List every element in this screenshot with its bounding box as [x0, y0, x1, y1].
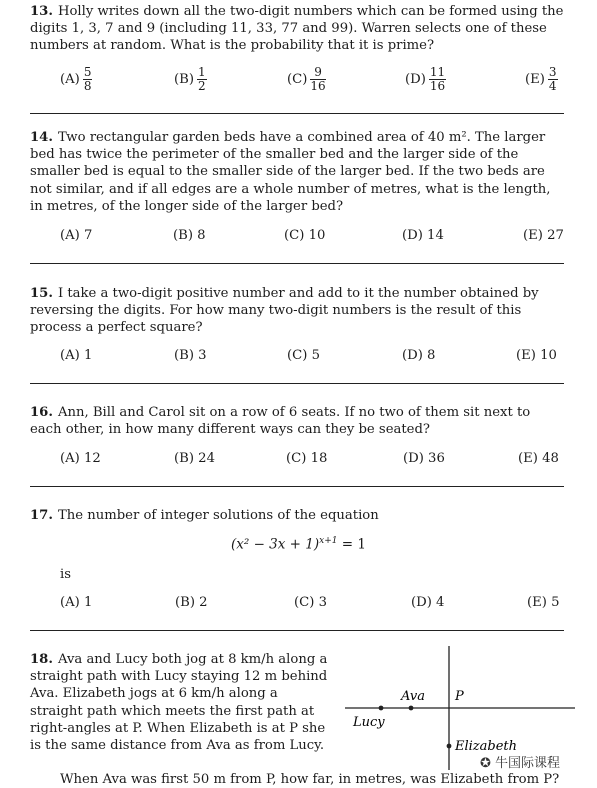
- numerator: 1: [197, 65, 206, 79]
- fraction: [310, 66, 325, 93]
- divider: [30, 630, 564, 631]
- option-a: (A) 7: [60, 228, 93, 243]
- equation-rhs: = 1: [341, 536, 366, 553]
- option-a: (A) 12: [60, 451, 101, 466]
- equation-base: (x² − 3x + 1): [231, 536, 320, 553]
- option-b: [174, 66, 207, 93]
- fraction: [548, 66, 558, 93]
- lucy-point: [379, 706, 384, 711]
- option-e: (E) 10: [516, 348, 557, 363]
- denominator: 2: [197, 79, 206, 93]
- option-d: (D) 14: [402, 228, 444, 243]
- option-c: (C) 5: [287, 348, 320, 363]
- q17-after: is: [60, 567, 71, 582]
- option-e: (E) 27: [523, 228, 564, 243]
- option-b: (B) 3: [174, 348, 207, 363]
- watermark: [480, 752, 560, 771]
- denominator: 4: [548, 79, 557, 93]
- divider: [30, 486, 564, 487]
- denominator: 16: [429, 79, 446, 93]
- option-c: [287, 66, 326, 93]
- numerator: 5: [83, 65, 92, 79]
- numerator: 3: [548, 65, 557, 79]
- denominator: 16: [310, 79, 326, 93]
- option-e: [525, 66, 558, 93]
- question-number: 16.: [30, 405, 53, 420]
- question-text: Ava and Lucy both jog at 8 km/h along a straight path with Lucy staying 12 m behind Ava. Elizabeth jogs at 6 km/h along a straight path which meets the first path at right-angles at P. When Elizabeth is at P she is the same distance from Ava as from Lucy.: [30, 652, 328, 754]
- option-b: (B) 2: [175, 595, 208, 610]
- question-text: Ann, Bill and Carol sit on a row of 6 seats. If no two of them sit next to each other, in how many different ways can they be seated?: [30, 405, 531, 438]
- option-a: (A) 1: [60, 348, 93, 363]
- q18-last-line: When Ava was first 50 m from P, how far, in metres, was Elizabeth from P?: [60, 772, 560, 787]
- lucy-label: Lucy: [353, 715, 385, 730]
- fraction: [429, 66, 446, 93]
- fraction: [83, 66, 93, 93]
- option-d: (D) 4: [411, 595, 445, 610]
- jogging-diagram: [345, 640, 585, 770]
- question-15: [30, 285, 565, 337]
- question-17: [30, 507, 565, 524]
- option-c: (C) 10: [284, 228, 326, 243]
- question-number: 14.: [30, 130, 53, 145]
- fraction: [197, 66, 207, 93]
- question-number: 18.: [30, 652, 53, 667]
- option-e: (E) 48: [518, 451, 559, 466]
- option-a: [60, 66, 92, 93]
- option-c: (C) 18: [286, 451, 328, 466]
- divider: [30, 383, 564, 384]
- option-a: (A) 1: [60, 595, 93, 610]
- question-14: [30, 129, 565, 215]
- ava-label: Ava: [401, 689, 425, 704]
- p-label: P: [455, 689, 464, 704]
- watermark-icon: ✪: [480, 756, 491, 771]
- option-label: (B): [174, 72, 194, 87]
- divider: [30, 113, 564, 114]
- numerator: 11: [429, 65, 446, 79]
- question-number: 13.: [30, 4, 53, 19]
- option-label: (E): [525, 72, 545, 87]
- divider: [30, 263, 564, 264]
- option-label: (D): [405, 72, 426, 87]
- numerator: 9: [310, 66, 325, 80]
- option-d: (D) 8: [402, 348, 436, 363]
- question-text: The number of integer solutions of the equation: [57, 508, 379, 523]
- equation: [0, 536, 597, 553]
- question-text: Two rectangular garden beds have a combined area of 40 m². The larger bed has twice the perimeter of the smaller bed and the larger side of the smaller bed is equal to the smaller side of the larger bed. If the two beds are not similar, and if all edges are a whole number of metres, what is the length, in metres, of the longer side of the larger bed?: [30, 130, 551, 214]
- question-number: 15.: [30, 286, 53, 301]
- option-b: (B) 8: [173, 228, 206, 243]
- question-number: 17.: [30, 508, 53, 523]
- option-e: (E) 5: [527, 595, 560, 610]
- elizabeth-label: Elizabeth: [455, 739, 518, 754]
- question-text: I take a two-digit positive number and add to it the number obtained by reversing the digits. For how many two-digit numbers is the result of this process a perfect square?: [30, 286, 539, 336]
- denominator: 8: [83, 79, 92, 93]
- option-label: (C): [287, 72, 308, 87]
- ava-point: [409, 706, 414, 711]
- question-13: [30, 3, 565, 55]
- option-d: [405, 66, 446, 93]
- elizabeth-point: [447, 744, 452, 749]
- equation-exponent: x+1: [319, 536, 338, 546]
- watermark-text: 牛国际课程: [495, 756, 561, 771]
- question-16: [30, 404, 565, 438]
- question-text: Holly writes down all the two-digit numbers which can be formed using the digits 1, 3, 7 and 9 (including 11, 33, 77 and 99). Warren selects one of these numbers at random. What is the probability that it is prime?: [30, 4, 564, 54]
- option-c: (C) 3: [294, 595, 327, 610]
- option-b: (B) 24: [174, 451, 215, 466]
- question-18: [30, 651, 330, 754]
- option-d: (D) 36: [403, 451, 445, 466]
- option-label: (A): [60, 72, 80, 87]
